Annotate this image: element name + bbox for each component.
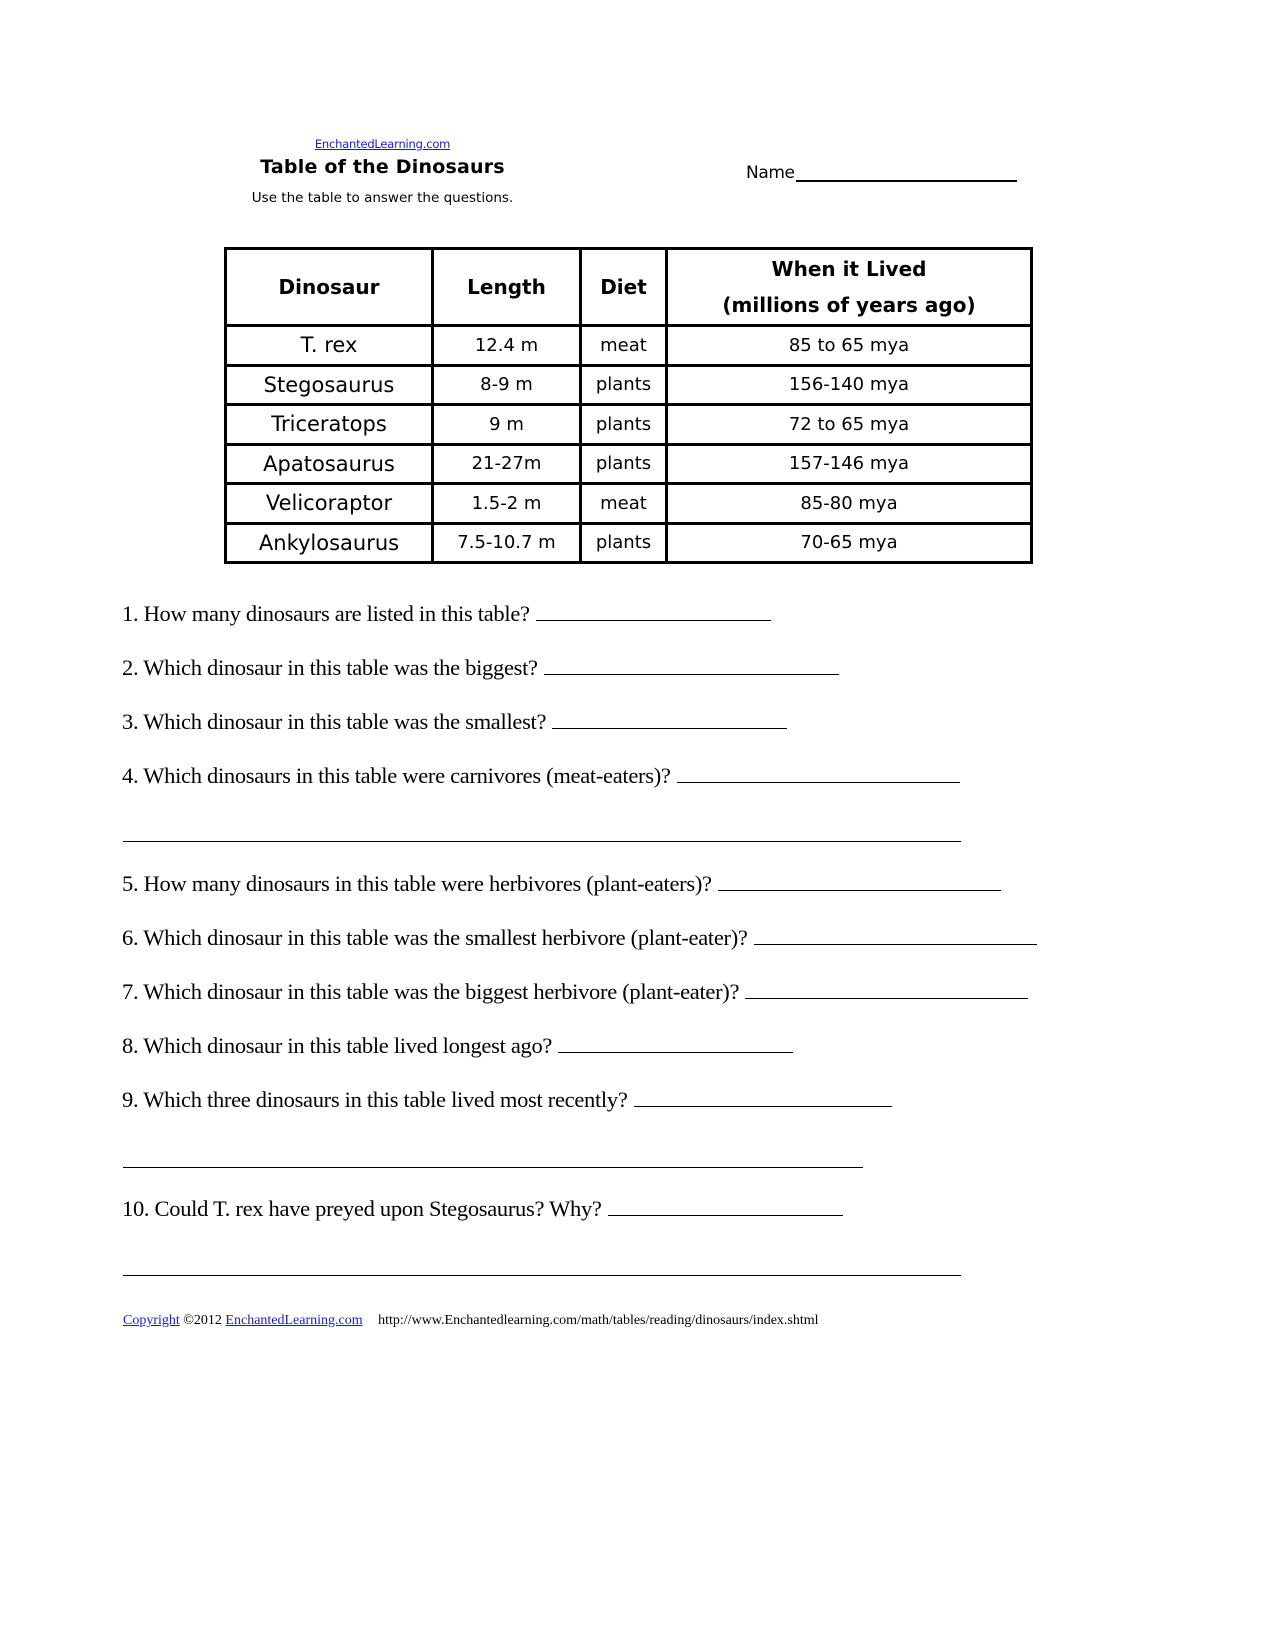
cell-lived: 157-146 mya [667,444,1032,484]
cell-dinosaur: Ankylosaurus [226,523,433,563]
header-length: Length [433,249,581,326]
answer-blank[interactable] [718,870,1001,891]
name-field [746,162,1017,183]
footer [123,1313,819,1329]
name-label: Name [746,163,795,183]
question-10 [122,1195,843,1222]
cell-dinosaur: T. rex [226,326,433,366]
header-dinosaur: Dinosaur [226,249,433,326]
header-when-lived [667,249,1032,326]
cell-lived: 70-65 mya [667,523,1032,563]
answer-line-4-continued[interactable] [123,841,961,842]
table-header-row [226,249,1032,326]
cell-length: 21-27m [433,444,581,484]
cell-lived: 72 to 65 mya [667,405,1032,445]
cell-dinosaur: Triceratops [226,405,433,445]
answer-blank[interactable] [608,1195,843,1216]
footer-site-link[interactable]: EnchantedLearning.com [225,1313,363,1328]
cell-dinosaur: Velicoraptor [226,484,433,524]
answer-line-10-continued[interactable] [123,1275,961,1276]
copyright-link[interactable]: Copyright [123,1313,180,1328]
answer-blank[interactable] [536,600,771,621]
cell-diet: meat [581,484,667,524]
header-diet: Diet [581,249,667,326]
question-1 [122,600,771,627]
dinosaur-table [224,247,1033,564]
cell-dinosaur: Apatosaurus [226,444,433,484]
question-4 [122,762,960,789]
cell-length: 1.5-2 m [433,484,581,524]
question-text: 5. How many dinosaurs in this table were herbivores (plant-eaters)? [122,871,712,896]
cell-dinosaur: Stegosaurus [226,365,433,405]
enchanted-learning-link[interactable]: EnchantedLearning.com [314,137,451,151]
answer-blank[interactable] [558,1032,793,1053]
question-2 [122,654,839,681]
page-title: Table of the Dinosaurs [260,156,505,178]
page-url: http://www.Enchantedlearning.com/math/tables/reading/dinosaurs/index.shtml [378,1313,819,1328]
question-text: 9. Which three dinosaurs in this table lived most recently? [122,1087,628,1112]
answer-blank[interactable] [552,708,787,729]
name-blank-line[interactable] [796,162,1017,182]
question-text: 1. How many dinosaurs are listed in this table? [122,601,530,626]
question-text: 7. Which dinosaur in this table was the biggest herbivore (plant-eater)? [122,979,740,1004]
question-7 [122,978,1028,1005]
table-row [226,365,1032,405]
question-text: 4. Which dinosaurs in this table were carnivores (meat-eaters)? [122,763,671,788]
question-8 [122,1032,793,1059]
question-text: 8. Which dinosaur in this table lived longest ago? [122,1033,553,1058]
answer-blank[interactable] [634,1086,892,1107]
table-row [226,326,1032,366]
cell-diet: plants [581,523,667,563]
question-6 [122,924,1037,951]
question-text: 3. Which dinosaur in this table was the smallest? [122,709,547,734]
header-when-lived-line2: (millions of years ago) [722,293,976,317]
cell-lived: 156-140 mya [667,365,1032,405]
cell-length: 7.5-10.7 m [433,523,581,563]
table-row [226,523,1032,563]
question-text: 2. Which dinosaur in this table was the biggest? [122,655,538,680]
question-9 [122,1086,892,1113]
question-3 [122,708,787,735]
question-text: 6. Which dinosaur in this table was the smallest herbivore (plant-eater)? [122,925,748,950]
cell-diet: plants [581,444,667,484]
instructions: Use the table to answer the questions. [251,190,514,206]
cell-diet: meat [581,326,667,366]
cell-length: 9 m [433,405,581,445]
header-when-lived-line1: When it Lived [771,257,927,281]
cell-length: 12.4 m [433,326,581,366]
cell-lived: 85-80 mya [667,484,1032,524]
cell-length: 8-9 m [433,365,581,405]
answer-blank[interactable] [745,978,1028,999]
question-text: 10. Could T. rex have preyed upon Stegosaurus? Why? [122,1196,602,1221]
cell-diet: plants [581,365,667,405]
answer-blank[interactable] [754,924,1037,945]
question-5 [122,870,1001,897]
answer-blank[interactable] [544,654,839,675]
answer-line-9-continued[interactable] [123,1167,863,1168]
table-row [226,484,1032,524]
answer-blank[interactable] [677,762,960,783]
table-row [226,405,1032,445]
copyright-year: ©2012 [183,1313,222,1328]
cell-lived: 85 to 65 mya [667,326,1032,366]
table-row [226,444,1032,484]
cell-diet: plants [581,405,667,445]
